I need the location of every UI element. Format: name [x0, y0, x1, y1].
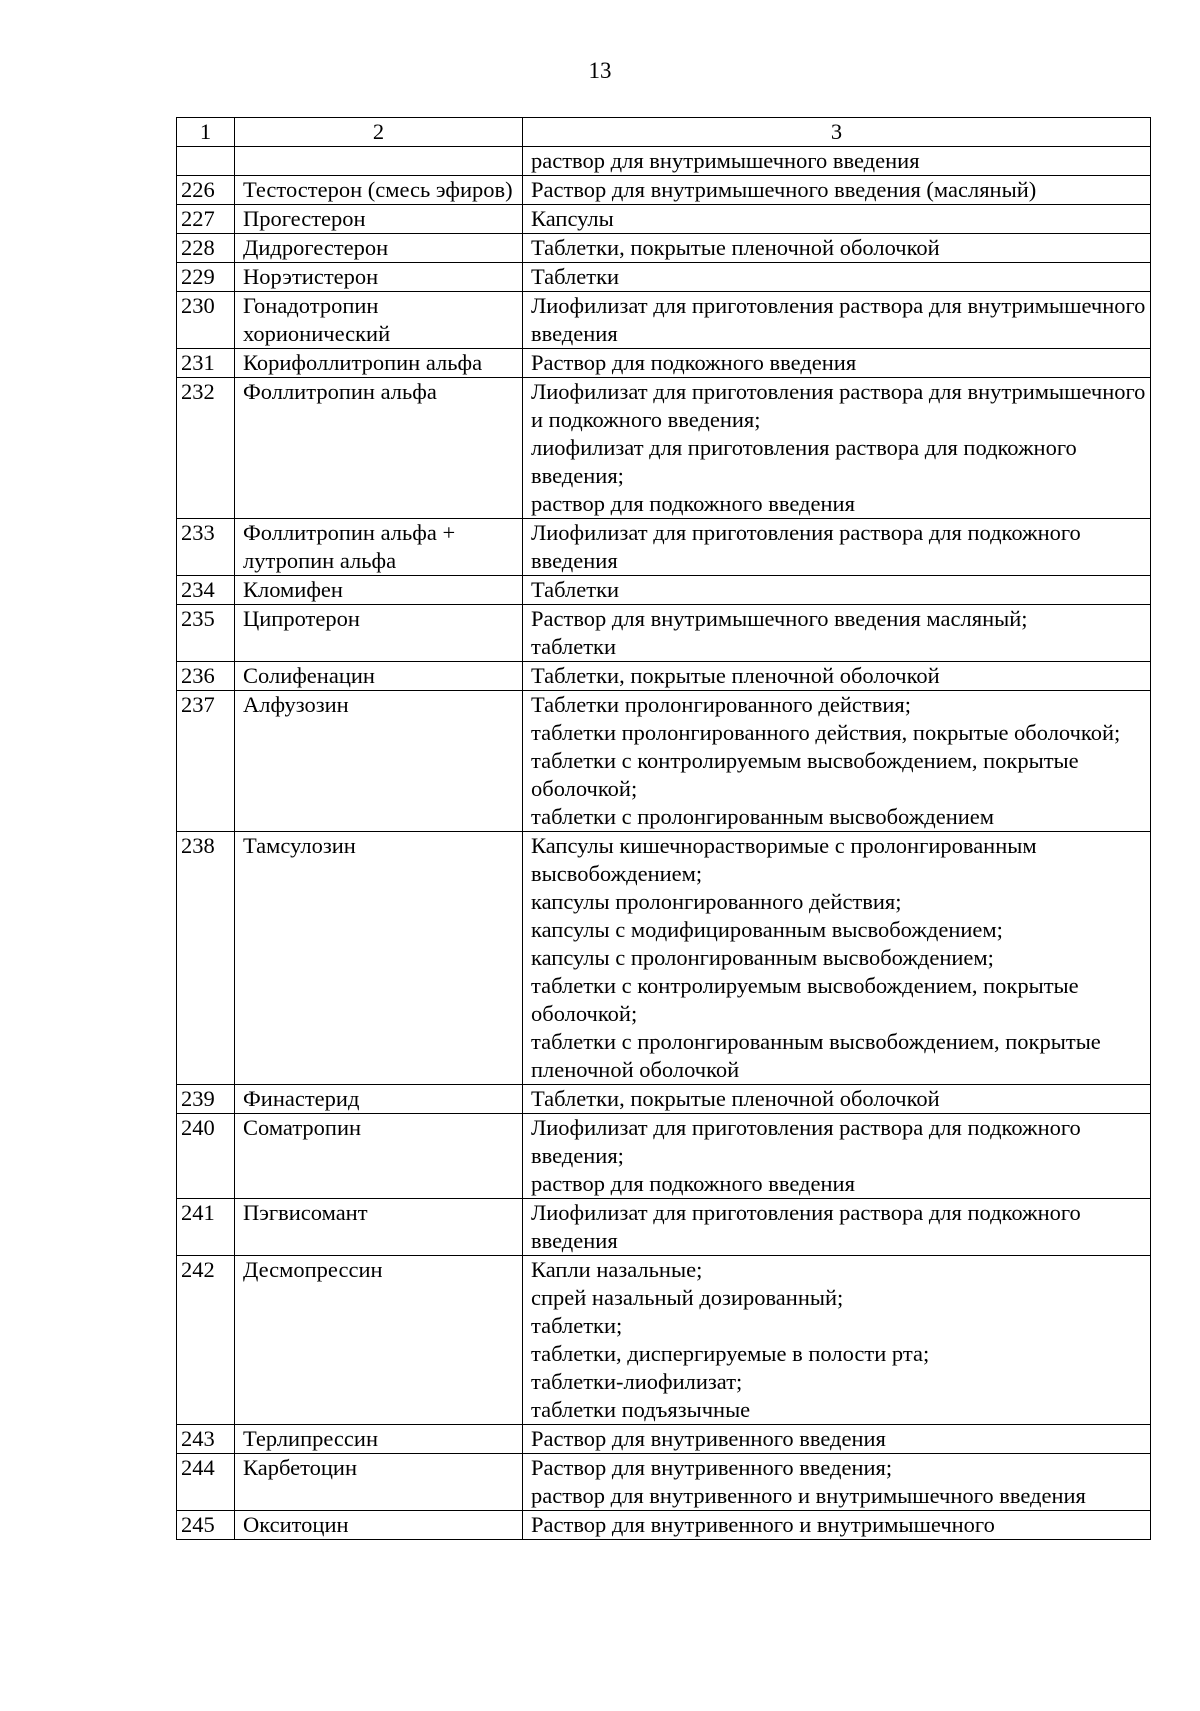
dosage-form-item: Таблетки, покрытые пленочной оболочкой	[531, 1086, 940, 1111]
row-number: 235	[177, 605, 235, 662]
column-header-3: 3	[523, 118, 1151, 147]
dosage-form-item: Лиофилизат для приготовления раствора для внутримышечного и подкожного введения;	[531, 379, 1146, 432]
dosage-forms	[523, 147, 1151, 176]
dosage-forms	[523, 263, 1151, 292]
row-number: 231	[177, 349, 235, 378]
dosage-form-item: Капсулы кишечнорастворимые с пролонгированным высвобождением;	[531, 833, 1037, 886]
drug-name: Десмопрессин	[235, 1256, 523, 1425]
dosage-form-item: таблетки;	[531, 1313, 623, 1338]
drug-name: Дидрогестерон	[235, 234, 523, 263]
row-number: 245	[177, 1511, 235, 1540]
dosage-forms	[523, 205, 1151, 234]
drug-name: Терлипрессин	[235, 1425, 523, 1454]
table-row	[177, 662, 1151, 691]
drug-name: Гонадотропин хорионический	[235, 292, 523, 349]
dosage-forms	[523, 691, 1151, 832]
dosage-form-item: спрей назальный дозированный;	[531, 1285, 844, 1310]
dosage-form-item: Таблетки	[531, 264, 620, 289]
dosage-form-item: таблетки с пролонгированным высвобождением, покрытые пленочной оболочкой	[531, 1029, 1101, 1082]
dosage-form-item: таблетки с контролируемым высвобождением, покрытые оболочкой;	[531, 748, 1079, 801]
dosage-form-item: таблетки с контролируемым высвобождением, покрытые оболочкой;	[531, 973, 1079, 1026]
table-row	[177, 378, 1151, 519]
dosage-form-item: капсулы с пролонгированным высвобождением;	[531, 945, 994, 970]
row-number: 239	[177, 1085, 235, 1114]
row-number: 226	[177, 176, 235, 205]
row-number: 241	[177, 1199, 235, 1256]
dosage-forms	[523, 176, 1151, 205]
dosage-form-item: Раствор для внутримышечного введения (масляный)	[531, 177, 1037, 202]
drug-name: Окситоцин	[235, 1511, 523, 1540]
table-row	[177, 832, 1151, 1085]
row-number: 242	[177, 1256, 235, 1425]
dosage-form-item: Раствор для подкожного введения	[531, 350, 857, 375]
drug-name: Тестостерон (смесь эфиров)	[235, 176, 523, 205]
dosage-form-item: таблетки	[531, 634, 617, 659]
row-number: 234	[177, 576, 235, 605]
table-row	[177, 1256, 1151, 1425]
dosage-form-item: Капсулы	[531, 206, 614, 231]
dosage-form-item: таблетки с пролонгированным высвобождением	[531, 804, 995, 829]
row-number	[177, 147, 235, 176]
dosage-form-item: капсулы пролонгированного действия;	[531, 889, 902, 914]
table-row	[177, 176, 1151, 205]
drug-name: Карбетоцин	[235, 1454, 523, 1511]
dosage-forms	[523, 292, 1151, 349]
dosage-form-item: таблетки подъязычные	[531, 1397, 751, 1422]
drug-name: Солифенацин	[235, 662, 523, 691]
table-row	[177, 691, 1151, 832]
dosage-form-item: Раствор для внутривенного введения	[531, 1426, 886, 1451]
table-row	[177, 1511, 1151, 1540]
row-number: 244	[177, 1454, 235, 1511]
table-row	[177, 1114, 1151, 1199]
dosage-form-item: раствор для подкожного введения	[531, 1171, 855, 1196]
row-number: 238	[177, 832, 235, 1085]
column-header-2: 2	[235, 118, 523, 147]
dosage-forms	[523, 1256, 1151, 1425]
dosage-forms	[523, 662, 1151, 691]
dosage-forms	[523, 1199, 1151, 1256]
table-row	[177, 519, 1151, 576]
dosage-forms	[523, 519, 1151, 576]
dosage-form-item: таблетки, диспергируемые в полости рта;	[531, 1341, 930, 1366]
drug-table	[176, 117, 1151, 1540]
dosage-form-item: таблетки-лиофилизат;	[531, 1369, 743, 1394]
dosage-forms	[523, 1454, 1151, 1511]
row-number: 229	[177, 263, 235, 292]
drug-name	[235, 147, 523, 176]
table-row	[177, 205, 1151, 234]
row-number: 230	[177, 292, 235, 349]
dosage-forms	[523, 605, 1151, 662]
table-row	[177, 263, 1151, 292]
table-row	[177, 349, 1151, 378]
table-row	[177, 1199, 1151, 1256]
row-number: 227	[177, 205, 235, 234]
drug-name: Пэгвисомант	[235, 1199, 523, 1256]
dosage-form-item: Капли назальные;	[531, 1257, 703, 1282]
drug-name: Финастерид	[235, 1085, 523, 1114]
dosage-form-item: Лиофилизат для приготовления раствора для подкожного введения	[531, 520, 1081, 573]
drug-name: Прогестерон	[235, 205, 523, 234]
drug-name: Соматропин	[235, 1114, 523, 1199]
table-row	[177, 1454, 1151, 1511]
dosage-forms	[523, 234, 1151, 263]
dosage-form-item: Лиофилизат для приготовления раствора для подкожного введения	[531, 1200, 1081, 1253]
dosage-forms	[523, 1114, 1151, 1199]
table-row	[177, 1425, 1151, 1454]
dosage-form-item: Таблетки, покрытые пленочной оболочкой	[531, 235, 940, 260]
column-header-1: 1	[177, 118, 235, 147]
table-row	[177, 605, 1151, 662]
dosage-form-item: Таблетки	[531, 577, 620, 602]
dosage-form-item: Лиофилизат для приготовления раствора для внутримышечного введения	[531, 293, 1146, 346]
dosage-forms	[523, 832, 1151, 1085]
dosage-form-item: Таблетки пролонгированного действия;	[531, 692, 911, 717]
row-number: 232	[177, 378, 235, 519]
dosage-form-item: раствор для внутривенного и внутримышечного введения	[531, 1483, 1086, 1508]
table-row	[177, 147, 1151, 176]
dosage-forms	[523, 576, 1151, 605]
dosage-form-item: Раствор для внутримышечного введения масляный;	[531, 606, 1028, 631]
table-row	[177, 576, 1151, 605]
table-row	[177, 292, 1151, 349]
table-body	[177, 147, 1151, 1540]
drug-name: Тамсулозин	[235, 832, 523, 1085]
table-header-row	[177, 118, 1151, 147]
page-number: 13	[588, 58, 612, 83]
drug-name: Норэтистерон	[235, 263, 523, 292]
dosage-forms	[523, 1085, 1151, 1114]
dosage-form-item: капсулы с модифицированным высвобождением;	[531, 917, 1003, 942]
row-number: 236	[177, 662, 235, 691]
dosage-form-item: Раствор для внутривенного введения;	[531, 1455, 893, 1480]
dosage-form-item: таблетки пролонгированного действия, покрытые оболочкой;	[531, 720, 1121, 745]
table-row	[177, 1085, 1151, 1114]
drug-name: Фоллитропин альфа	[235, 378, 523, 519]
drug-name: Ципротерон	[235, 605, 523, 662]
row-number: 233	[177, 519, 235, 576]
row-number: 237	[177, 691, 235, 832]
drug-name: Кломифен	[235, 576, 523, 605]
drug-name: Фоллитропин альфа + лутропин альфа	[235, 519, 523, 576]
drug-name: Корифоллитропин альфа	[235, 349, 523, 378]
dosage-form-item: Лиофилизат для приготовления раствора для подкожного введения;	[531, 1115, 1081, 1168]
row-number: 243	[177, 1425, 235, 1454]
dosage-form-item: Раствор для внутривенного и внутримышечного	[531, 1512, 995, 1537]
row-number: 228	[177, 234, 235, 263]
row-number: 240	[177, 1114, 235, 1199]
dosage-form-item: лиофилизат для приготовления раствора для подкожного введения;	[531, 435, 1077, 488]
dosage-forms	[523, 1425, 1151, 1454]
table-row	[177, 234, 1151, 263]
dosage-form-item: Таблетки, покрытые пленочной оболочкой	[531, 663, 940, 688]
dosage-forms	[523, 349, 1151, 378]
dosage-form-item: раствор для внутримышечного введения	[531, 148, 920, 173]
dosage-form-item: раствор для подкожного введения	[531, 491, 855, 516]
dosage-forms	[523, 378, 1151, 519]
dosage-forms	[523, 1511, 1151, 1540]
drug-name: Алфузозин	[235, 691, 523, 832]
